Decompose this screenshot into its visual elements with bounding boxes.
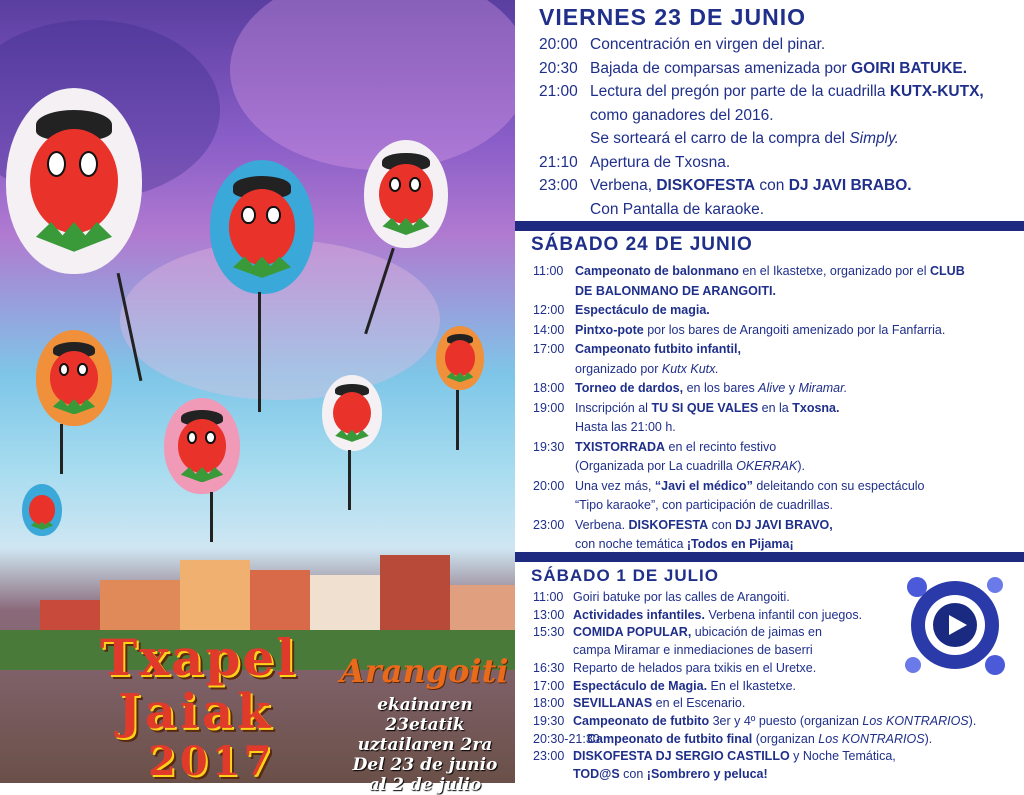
schedule-text: Alive <box>758 381 786 395</box>
schedule-text: Verbena, <box>590 177 657 194</box>
schedule-time: 19:30 <box>533 713 565 728</box>
schedule-time: 21:10 <box>539 153 578 171</box>
schedule-description <box>573 589 790 605</box>
schedule-description <box>573 642 813 658</box>
schedule-time: 23:00 <box>539 177 578 194</box>
tomato-balloon <box>164 398 240 494</box>
schedule-text: ¡Sombrero y peluca! <box>646 767 768 781</box>
tomato-balloon <box>322 375 382 451</box>
schedule-text: Bajada de comparsas amenizada por <box>590 59 852 77</box>
schedule-description <box>575 361 719 377</box>
schedule-description <box>575 439 776 455</box>
schedule-text: Txosna. <box>792 400 840 415</box>
schedule-description <box>575 341 741 357</box>
section-divider <box>515 221 1024 231</box>
schedule-description <box>573 607 862 623</box>
schedule-description <box>590 201 764 219</box>
schedule-text: SEVILLANAS <box>573 696 653 711</box>
schedule-text: En el Ikastetxe. <box>707 678 797 693</box>
schedule-description <box>573 713 976 729</box>
schedule-text: Los KONTRARIOS <box>862 713 969 728</box>
schedule-text: Hasta las 21:00 h. <box>575 420 676 434</box>
schedule-text: Kutx Kutx. <box>661 361 719 376</box>
schedule-text: con <box>708 517 736 532</box>
schedule-text: ubicación de jaimas en <box>691 625 822 640</box>
poster-date-line: Del 23 de junio <box>352 755 498 775</box>
schedule-text: Espectáculo de Magia. <box>573 678 708 693</box>
schedule-description <box>575 263 965 279</box>
schedule-text: DISKOFESTA <box>656 177 756 194</box>
schedule-time: 19:30 <box>533 439 565 454</box>
schedule-text: Verbena. <box>575 517 629 532</box>
schedule-time: 21:00 <box>539 83 578 100</box>
schedule-description <box>587 731 932 747</box>
schedule-text: ). <box>968 713 977 728</box>
schedule-text: y Noche Temática, <box>789 749 896 764</box>
tomato-balloon <box>436 326 484 390</box>
schedule-text: (Organizada por La cuadrilla <box>575 459 737 473</box>
schedule-text: Campeonato futbito infantil, <box>575 342 741 356</box>
schedule-text: Campeonato de futbito <box>573 713 710 728</box>
schedule-text: ¡Todos en Pijama¡ <box>686 537 794 551</box>
schedule-text: en el recinto festivo <box>665 439 777 454</box>
schedule-text: Los KONTRARIOS <box>818 731 925 746</box>
balloon-string <box>258 292 261 412</box>
tomato-balloon <box>364 140 448 248</box>
schedule-text: TU SI QUE VALES <box>651 400 759 415</box>
decorative-ornament-icon <box>895 565 1015 685</box>
schedule-description <box>575 497 833 513</box>
schedule-text: “Javi el médico” <box>654 478 753 493</box>
schedule-description <box>573 748 896 764</box>
schedule-time: 23:00 <box>533 749 565 764</box>
schedule-text: GOIRI BATUKE. <box>851 59 968 77</box>
schedule-time: 14:00 <box>533 322 565 337</box>
schedule-text: Se sorteará el carro de la compra del <box>590 130 850 147</box>
schedule-text: Lectura del pregón por parte de la cuadrilla <box>590 83 890 100</box>
schedule-time: 19:00 <box>533 400 565 415</box>
poster-date-line: uztailaren 2ra <box>357 735 493 755</box>
schedule-text: KUTX-KUTX, <box>889 83 984 100</box>
schedule-text: Torneo de dardos, <box>575 381 684 395</box>
schedule-text: TXISTORRADA <box>575 439 666 454</box>
schedule-text: OKERRAK <box>736 459 798 473</box>
schedule-description <box>590 154 730 172</box>
poster-date-line: al 2 de julio <box>368 775 482 795</box>
schedule-description <box>590 60 967 78</box>
schedule-text: deleitando con su espectáculo <box>752 478 925 493</box>
schedule-text: Inscripción al <box>575 400 652 415</box>
balloon-string <box>60 424 63 474</box>
schedule-description <box>575 322 945 338</box>
schedule-text: ). <box>924 731 933 746</box>
schedule-time: 20:30 <box>539 59 578 77</box>
section-divider <box>515 552 1024 562</box>
schedule-description <box>575 419 676 435</box>
schedule-time: 11:00 <box>533 264 564 278</box>
schedule-time: 23:00 <box>533 517 565 532</box>
schedule-text: Con Pantalla de karaoke. <box>590 200 765 218</box>
schedule-text: TOD@S <box>573 767 620 781</box>
schedule-text: en la <box>758 400 793 415</box>
schedule-time: 17:00 <box>533 678 565 693</box>
schedule-text: en los bares <box>683 381 759 395</box>
schedule-text: “Tipo karaoke”, con participación de cuadrillas. <box>575 498 833 512</box>
schedule-time: 18:00 <box>533 696 565 711</box>
schedule-text: Una vez más, <box>575 478 655 493</box>
schedule-description <box>573 695 745 711</box>
schedule-time: 12:00 <box>533 303 565 317</box>
schedule-text: DISKOFESTA DJ SERGIO CASTILLO <box>573 749 790 764</box>
schedule-time: 16:30 <box>533 660 565 675</box>
schedule-text: Pintxo-pote <box>575 322 644 337</box>
schedule-text: Goiri batuke por las calles de Arangoiti. <box>573 590 790 604</box>
schedule-description <box>573 624 822 640</box>
schedule-description <box>573 660 816 676</box>
schedule-description <box>575 517 833 533</box>
section-title: SÁBADO 24 DE JUNIO <box>531 234 753 255</box>
schedule-description <box>575 380 847 396</box>
schedule-text: con <box>755 177 789 194</box>
poster-date-line: ekainaren 23etatik <box>377 695 473 735</box>
schedule-text: DE BALONMANO DE ARANGOITI. <box>575 283 776 298</box>
schedule-text: DJ JAVI BRAVO, <box>735 517 833 532</box>
schedule-text: ). <box>797 459 805 473</box>
schedule-text: campa Miramar e inmediaciones de baserri <box>573 643 813 658</box>
schedule-text: en el Ikastetxe, organizado por el <box>738 264 930 278</box>
schedule-text: Verbena infantil con juegos. <box>704 607 863 622</box>
balloon-string <box>456 390 459 450</box>
schedule-time: 17:00 <box>533 342 565 356</box>
schedule-text: Concentración en virgen del pinar. <box>590 36 826 53</box>
section-title: VIERNES 23 DE JUNIO <box>539 4 806 30</box>
schedule-description <box>575 302 710 318</box>
schedule-text: Simply. <box>849 130 899 147</box>
schedule-time: 15:30 <box>533 625 565 640</box>
schedule-text: con <box>619 767 647 781</box>
poster-title-jaiak: Jaiak <box>118 684 275 740</box>
schedule-time: 20:30-21:30 <box>533 731 600 746</box>
schedule-text: Campeonato de futbito final <box>587 731 753 746</box>
schedule-text: Miramar. <box>798 381 848 395</box>
schedule-text: Reparto de helados para txikis en el Uretxe. <box>573 660 817 675</box>
schedule-text: Campeonato de balonmano <box>575 264 739 278</box>
schedule-text: DJ JAVI BRABO. <box>788 177 912 194</box>
schedule-description <box>575 400 839 416</box>
schedule-text: COMIDA POPULAR, <box>573 625 692 640</box>
schedule-text: CLUB <box>930 264 965 278</box>
schedule-description <box>575 458 805 474</box>
schedule-text: 3er y 4º puesto (organizan <box>709 713 863 728</box>
schedule-description <box>575 478 925 494</box>
schedule-text: Actividades infantiles. <box>573 607 705 622</box>
schedule-text: como ganadores del 2016. <box>590 106 774 124</box>
schedule-description <box>573 766 768 782</box>
schedule-text: organizado por <box>575 361 662 376</box>
festival-program <box>515 0 1024 783</box>
schedule-description <box>575 536 794 552</box>
poster-dates <box>340 695 510 795</box>
schedule-description <box>590 83 984 101</box>
section-title: SÁBADO 1 DE JULIO <box>531 566 719 585</box>
poster-place: Arangoiti <box>340 652 509 690</box>
schedule-time: 18:00 <box>533 381 565 395</box>
schedule-text: DISKOFESTA <box>628 517 709 532</box>
schedule-text: y <box>785 381 799 395</box>
schedule-time: 20:00 <box>533 478 565 493</box>
schedule-time: 11:00 <box>533 590 564 604</box>
sky-swirl <box>230 0 530 170</box>
tomato-balloon <box>36 330 112 426</box>
schedule-text: Espectáculo de magia. <box>575 303 710 317</box>
schedule-description <box>575 283 776 299</box>
schedule-text: por los bares de Arangoiti amenizado por la Fanfarria. <box>643 322 946 337</box>
schedule-text: Apertura de Txosna. <box>590 153 731 171</box>
schedule-description <box>573 678 796 694</box>
schedule-description <box>590 177 912 195</box>
poster-year: 2017 <box>148 738 276 785</box>
schedule-text: con noche temática <box>575 537 687 551</box>
schedule-description <box>590 130 899 148</box>
schedule-time: 13:00 <box>533 607 565 622</box>
schedule-text: en el Escenario. <box>652 696 746 711</box>
tomato-balloon <box>210 160 314 294</box>
poster-title-txapel: Txapel <box>100 628 298 687</box>
balloon-string <box>348 450 351 510</box>
schedule-description <box>590 36 825 54</box>
schedule-time: 20:00 <box>539 36 578 53</box>
tomato-balloon <box>6 88 142 274</box>
schedule-text: (organizan <box>752 731 819 746</box>
schedule-description <box>590 107 774 125</box>
